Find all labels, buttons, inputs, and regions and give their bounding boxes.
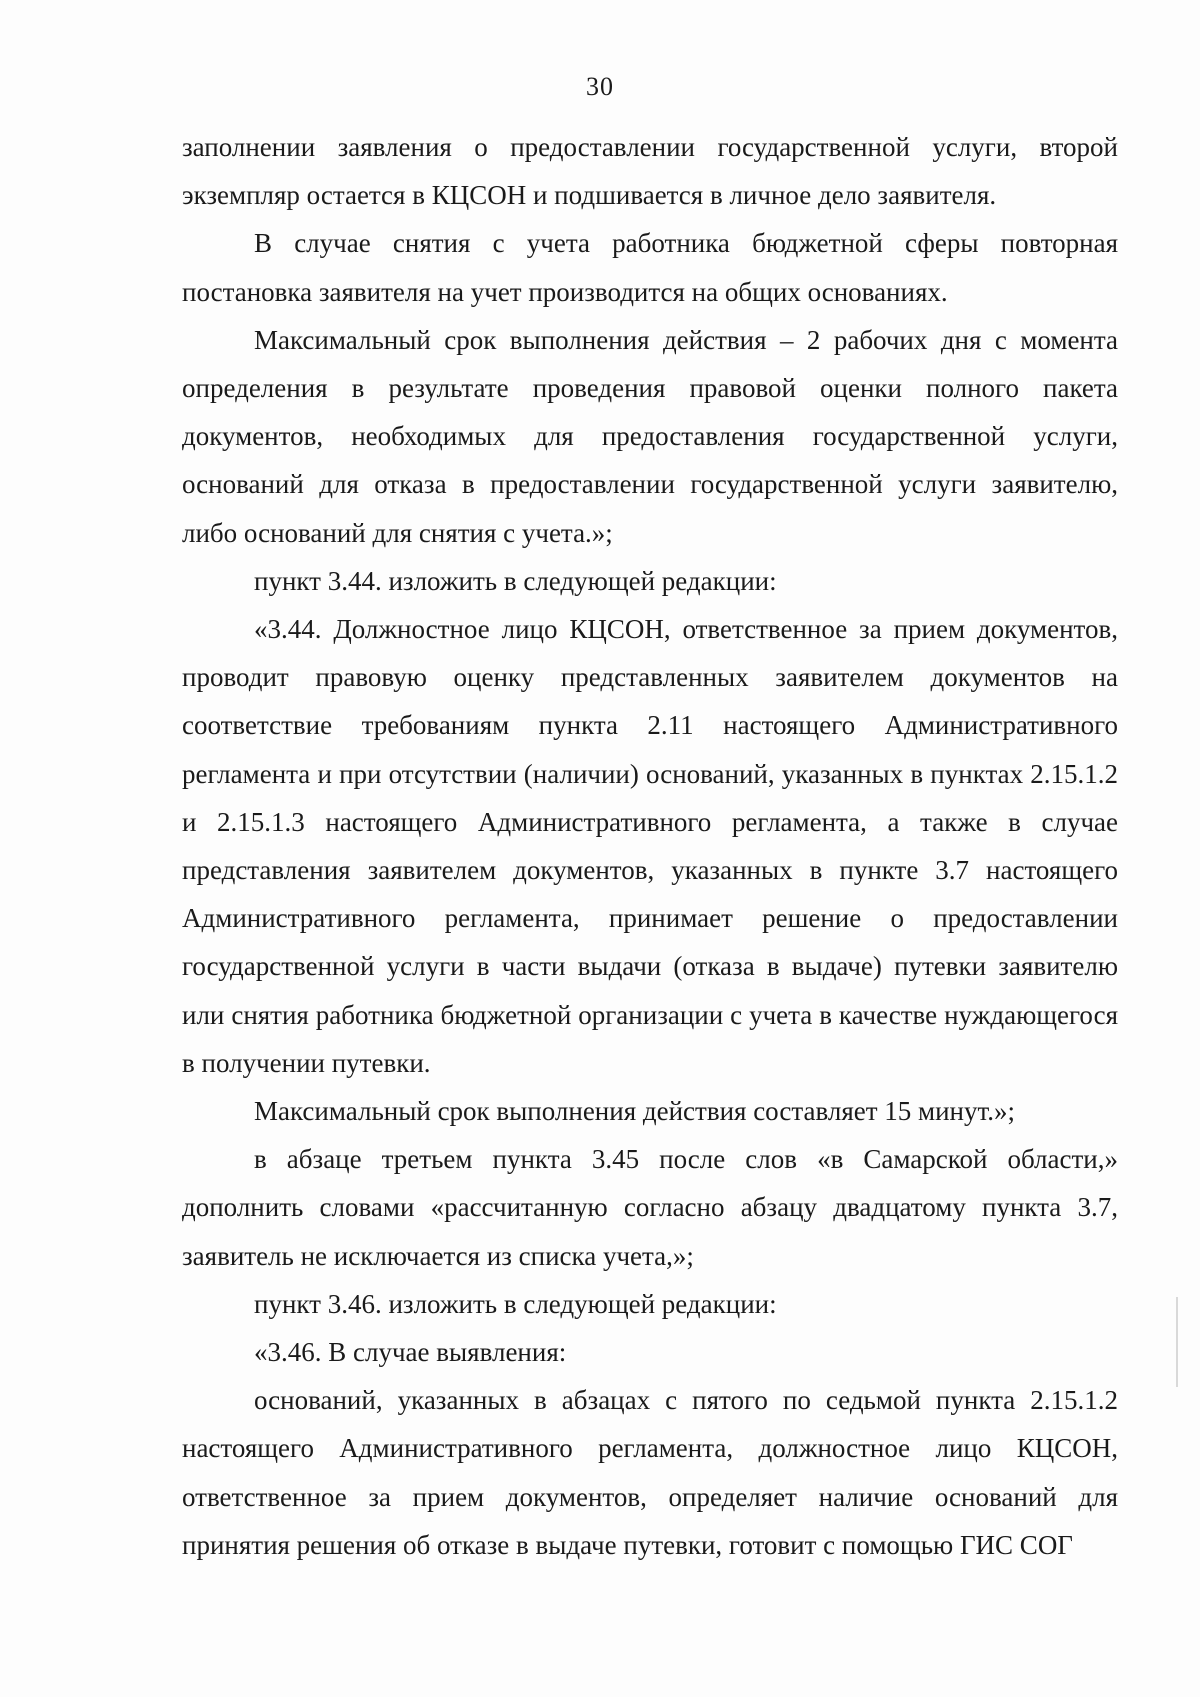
paragraph: «3.46. В случае выявления: bbox=[254, 1337, 567, 1368]
page-number: 30 bbox=[586, 72, 614, 101]
paragraph: Максимальный срок выполнения действия – 2 рабочих дня с момента определения в результате проведения правовой оценки полного пакета документов, необходимых для предоставления государственной услуги, оснований для отказа в предоставлении государственной услуги заявителю, либо оснований для снятия с учета.»; bbox=[182, 324, 1118, 548]
paragraph: в абзаце третьем пункта 3.45 после слов «в Самарской области,» дополнить словами «рассчитанную согласно абзацу двадцатому пункта 3.7, заявитель не исключается из списка учета,»; bbox=[182, 1144, 1118, 1271]
paragraph: Максимальный срок выполнения действия составляет 15 минут.»; bbox=[254, 1096, 1016, 1127]
paragraph: заполнении заявления о предоставлении государственной услуги, второй экземпляр остается в КЦСОН и подшивается в личное дело заявителя. bbox=[182, 132, 1118, 211]
paragraph: пункт 3.44. изложить в следующей редакции: bbox=[254, 565, 777, 596]
document-body bbox=[182, 123, 1118, 1569]
scan-edge-mark bbox=[1176, 1297, 1178, 1387]
paragraph: пункт 3.46. изложить в следующей редакции: bbox=[254, 1288, 777, 1319]
paragraph: В случае снятия с учета работника бюджетной сферы повторная постановка заявителя на учет производится на общих основаниях. bbox=[182, 228, 1118, 307]
paragraph: оснований, указанных в абзацах с пятого по седьмой пункта 2.15.1.2 настоящего Административного регламента, должностное лицо КЦСОН, ответственное за прием документов, определяет наличие оснований для принятия решения об отказе в выдаче путевки, готовит с помощью ГИС СОГ bbox=[182, 1385, 1118, 1560]
paragraph: «3.44. Должностное лицо КЦСОН, ответственное за прием документов, проводит правовую оценку представленных заявителем документов на соответствие требованиям пункта 2.11 настоящего Административного регламента и при отсутствии (наличии) оснований, указанных в пунктах 2.15.1.2 и 2.15.1.3 настоящего Административного регламента, а также в случае представления заявителем документов, указанных в пункте 3.7 настоящего Административного регламента, принимает решение о предоставлении государственной услуги в части выдачи (отказа в выдаче) путевки заявителю или снятия работника бюджетной организации с учета в качестве нуждающегося в получении путевки. bbox=[182, 614, 1118, 1078]
